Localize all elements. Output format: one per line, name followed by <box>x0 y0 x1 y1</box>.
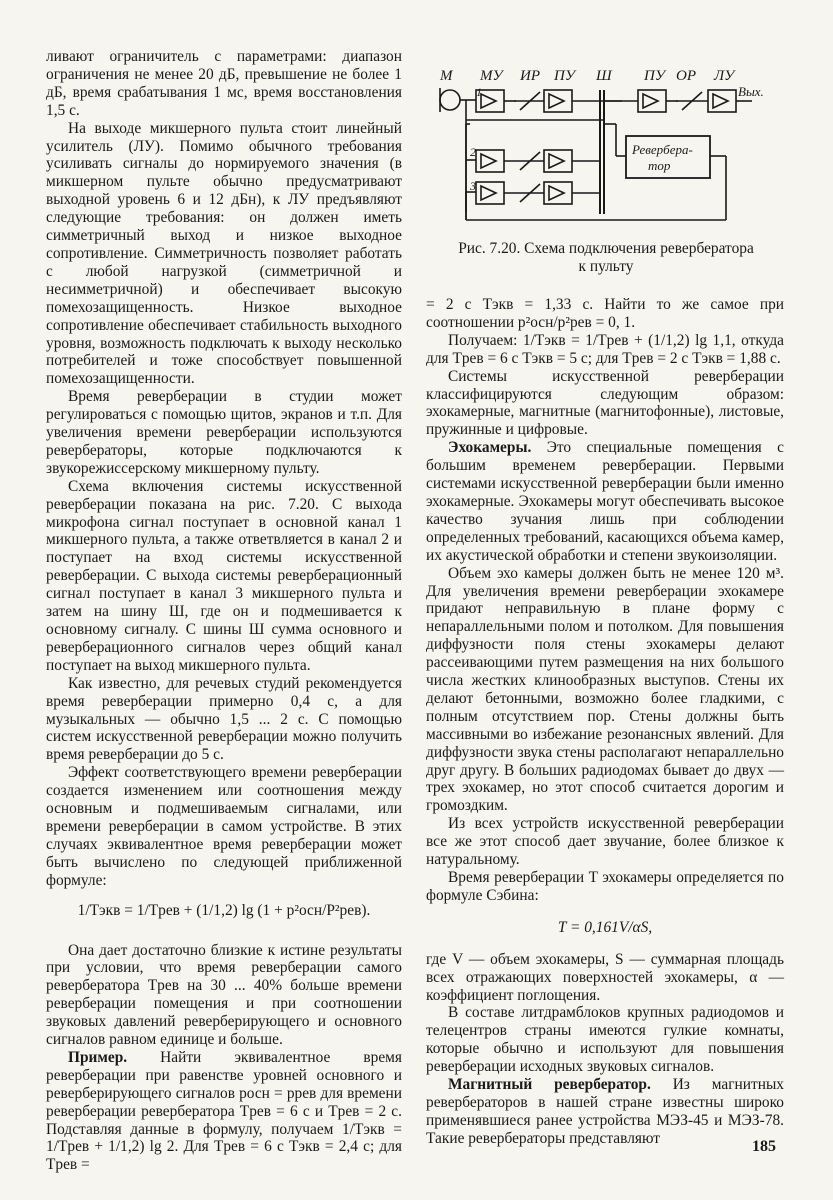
sabine-formula-text: T = 0,161V/αS, <box>557 918 653 936</box>
left-paragraphs-after <box>46 942 402 1175</box>
label-mu: МУ <box>480 68 503 84</box>
paragraph <box>426 951 784 1005</box>
label-reverb-2: тор <box>648 158 671 173</box>
label-pu1: ПУ <box>554 68 575 84</box>
paragraph <box>426 296 784 332</box>
paragraph <box>46 675 402 765</box>
label-ir: ИР <box>520 68 540 84</box>
sabine-formula <box>426 919 784 937</box>
paragraph <box>426 1004 784 1076</box>
paragraph-text: Время реверберации T эхокамеры определяется по формуле Сэбина: <box>426 869 784 904</box>
label-ch3: 3 <box>470 179 476 193</box>
paragraph <box>46 388 402 478</box>
paragraph <box>426 869 784 905</box>
paragraph <box>46 942 402 1049</box>
paragraph-text: Из всех устройств искусственной реверберации все же этот способ дает звучание, более близкое к натуральному. <box>426 815 784 869</box>
paragraph-text: На выходе микшерного пульта стоит линейный усилитель (ЛУ). Помимо обычного требования усиливать сигналы до нормируемого значения (в микшерном пульте обычно предусматривают выходной уровень 6 и 12 дБн), к ЛУ предъявляют следующие требования: он должен иметь симметричный выход и низкое выходное сопротивление. Симметричность позволяет работать с любой нагрузкой (симметричной и несимметричной) и обеспечивает высокую помехозащищенность. Низкое выходное сопротивление обеспечивает стабильность выходного уровня, возможность подключать к выходу несколько потребителей и тоже способствует повышенной помехозащищенности. <box>46 119 402 388</box>
label-pu2: ПУ <box>644 68 665 84</box>
label-sh: Ш <box>596 68 612 84</box>
right-column <box>426 296 784 1148</box>
paragraph <box>426 815 784 869</box>
paragraph <box>426 368 784 440</box>
paragraph-text: Время реверберации в студии может регулироваться с помощью щитов, экранов и т.п. Для увеличения времени реверберации используются ревербераторы, которые подключаются к звукорежиссерскому микшерному пульту. <box>46 388 402 477</box>
caption-line-1: Рис. 7.20. Схема подключения ревербератора <box>458 240 754 257</box>
right-paragraphs-after <box>426 951 784 1148</box>
paragraph-text: Из магнитных ревербераторов в нашей стране известны широко применявшиеся ранее устройства МЭЗ-45 и МЭЗ-78. Такие ревербераторы представляют <box>426 1076 784 1147</box>
paragraph <box>46 1049 402 1174</box>
paragraph-heading: Пример. <box>68 1048 128 1066</box>
paragraph <box>46 478 402 675</box>
paragraph-text: Получаем: 1/Tэкв = 1/Tрев + (1/1,2) lg 1,1, откуда для Tрев = 6 с Tэкв = 5 с; для Tрев = 2 с Tэкв = 1,88 с. <box>426 331 784 367</box>
label-or: ОР <box>676 68 696 84</box>
reverb-formula <box>46 902 402 920</box>
paragraph <box>46 764 402 889</box>
reverb-schematic <box>426 64 786 234</box>
paragraph <box>46 120 402 389</box>
paragraph-text: Как известно, для речевых студий рекомендуется время реверберации примерно 0,4 с, а для музыкальных — обычно 1,5 ... 2 с. С помощью систем искусственной реверберации можно получить время реверберации до 5 с. <box>46 674 402 764</box>
figure-caption <box>426 240 786 276</box>
paragraph-text: Эффект соответствующего времени реверберации создается изменением или соотношения между основным и подмешиваемым сигналами, или времени реверберации в самом устройстве. В этих случаях эквивалентное время реверберации может быть вычислено по следующей приближенной формуле: <box>46 764 402 889</box>
label-ch2: 2 <box>470 145 476 159</box>
right-paragraphs <box>426 296 784 905</box>
left-paragraphs <box>46 48 402 890</box>
paragraph <box>426 332 784 368</box>
paragraph <box>426 439 784 564</box>
paragraph-text: В составе литдрамблоков крупных радиодомов и телецентров страны имеются гулкие комнаты, которые обычно и используют для повышения реверберации исходных звуковых сигналов. <box>426 1004 784 1076</box>
paragraph-heading: Эхокамеры. <box>448 439 532 457</box>
label-m: М <box>440 68 453 84</box>
paragraph-text: Системы искусственной реверберации классифицируются следующим образом: эхокамерные, магнитные (магнитофонные), листовые, пружинные и цифровые. <box>426 367 784 439</box>
paragraph-text: Она дает достаточно близкие к истине результаты при условии, что время реверберации самого ревербератора Tрев на 30 ... 40% больше времени реверберации помещения и при соотношении звуковых давлений реверберирующего и основного сигналов равном единице и больше. <box>46 941 402 1049</box>
formula-text: 1/Tэкв = 1/Tрев + (1/1,2) lg (1 + p²осн/P²рев). <box>77 901 371 919</box>
label-lu: ЛУ <box>714 68 735 84</box>
page-number: 185 <box>752 1138 776 1155</box>
paragraph-text: Это специальные помещения с большим временем реверберации. Первыми системами искусственной реверберации были именно эхокамерные. Эхокамеры могут обеспечивать высокое качество зучания лишь при соблюдении определенных требований, касающихся объема камер, их акустической обработки и степени звукоизоляции. <box>426 439 785 564</box>
caption-line-2: к пульту <box>578 258 634 275</box>
paragraph-text: ливают ограничитель с параметрами: диапазон ограничения не менее 20 дБ, превышение не более 1 дБ, время срабатывания 1 мс, время восстановления 1,5 с. <box>46 48 402 119</box>
paragraph-heading: Магнитный ревербератор. <box>448 1076 651 1094</box>
label-reverb-1: Ревербера- <box>632 142 693 157</box>
figure-7-20 <box>426 64 786 239</box>
paragraph <box>426 565 784 816</box>
microphone-icon <box>440 90 460 110</box>
paragraph-text: Найти эквивалентное время реверберации при равенстве уровней основного и реверберирующего сигналов pосн = pрев для времени реверберации ревербератора Tрев = 6 с и Tрев = 2 с. Подставляя данные в формулу, получаем 1/Tэкв = 1/Tрев + 1/1,2) lg 2. Для Tрев = 6 с Tэкв = 2,4 с; для Tрев = <box>46 1048 402 1174</box>
paragraph-text: Объем эхо камеры должен быть не менее 120 м³. Для увеличения времени реверберации эхокамере придают неправильную в плане форму с непараллельными полом и потолком. Для повышения диффузности поля стены эхокамеры делают рассеивающими путем размещения на них большого числа жестких клинообразных выступов. Стены их делают бетонными, возможно более гладкими, с полным отсутствием пор. Стены должны быть массивными во избежание резонансных явлений. Для диффузности звука стены располагают непараллельно друг другу. В больших радиодомах бывает до двух — трех эхокамер, но этот способ считается дорогим и громоздким. <box>426 564 784 815</box>
paragraph-text: = 2 с Tэкв = 1,33 с. Найти то же самое при соотношении p²осн/p²рев = 0, 1. <box>426 296 784 331</box>
paragraph <box>46 48 402 120</box>
left-column <box>46 48 402 1174</box>
paragraph-text: где V — объем эхокамеры, S — суммарная площадь всех отражающих поверхностей эхокамеры, α — коэффициент поглощения. <box>426 950 784 1004</box>
label-ch1: 1 <box>476 85 482 99</box>
label-out: Вых. <box>738 84 764 99</box>
paragraph <box>426 1076 784 1148</box>
paragraph-text: Схема включения системы искусственной реверберации показана на рис. 7.20. С выхода микрофона сигнал поступает в основной канал 1 микшерного пульта, а также ответвляется в канал 2 и поступает на вход системы искусственной реверберации. С выхода системы реверберационный сигнал поступает в канал 3 микшерного пульта и затем на шину Ш, где он и подмешивается к основному сигналу. С шины Ш сумма основного и реверберационного сигналов через общий канал поступает на выход микшерного пульта. <box>46 477 402 674</box>
